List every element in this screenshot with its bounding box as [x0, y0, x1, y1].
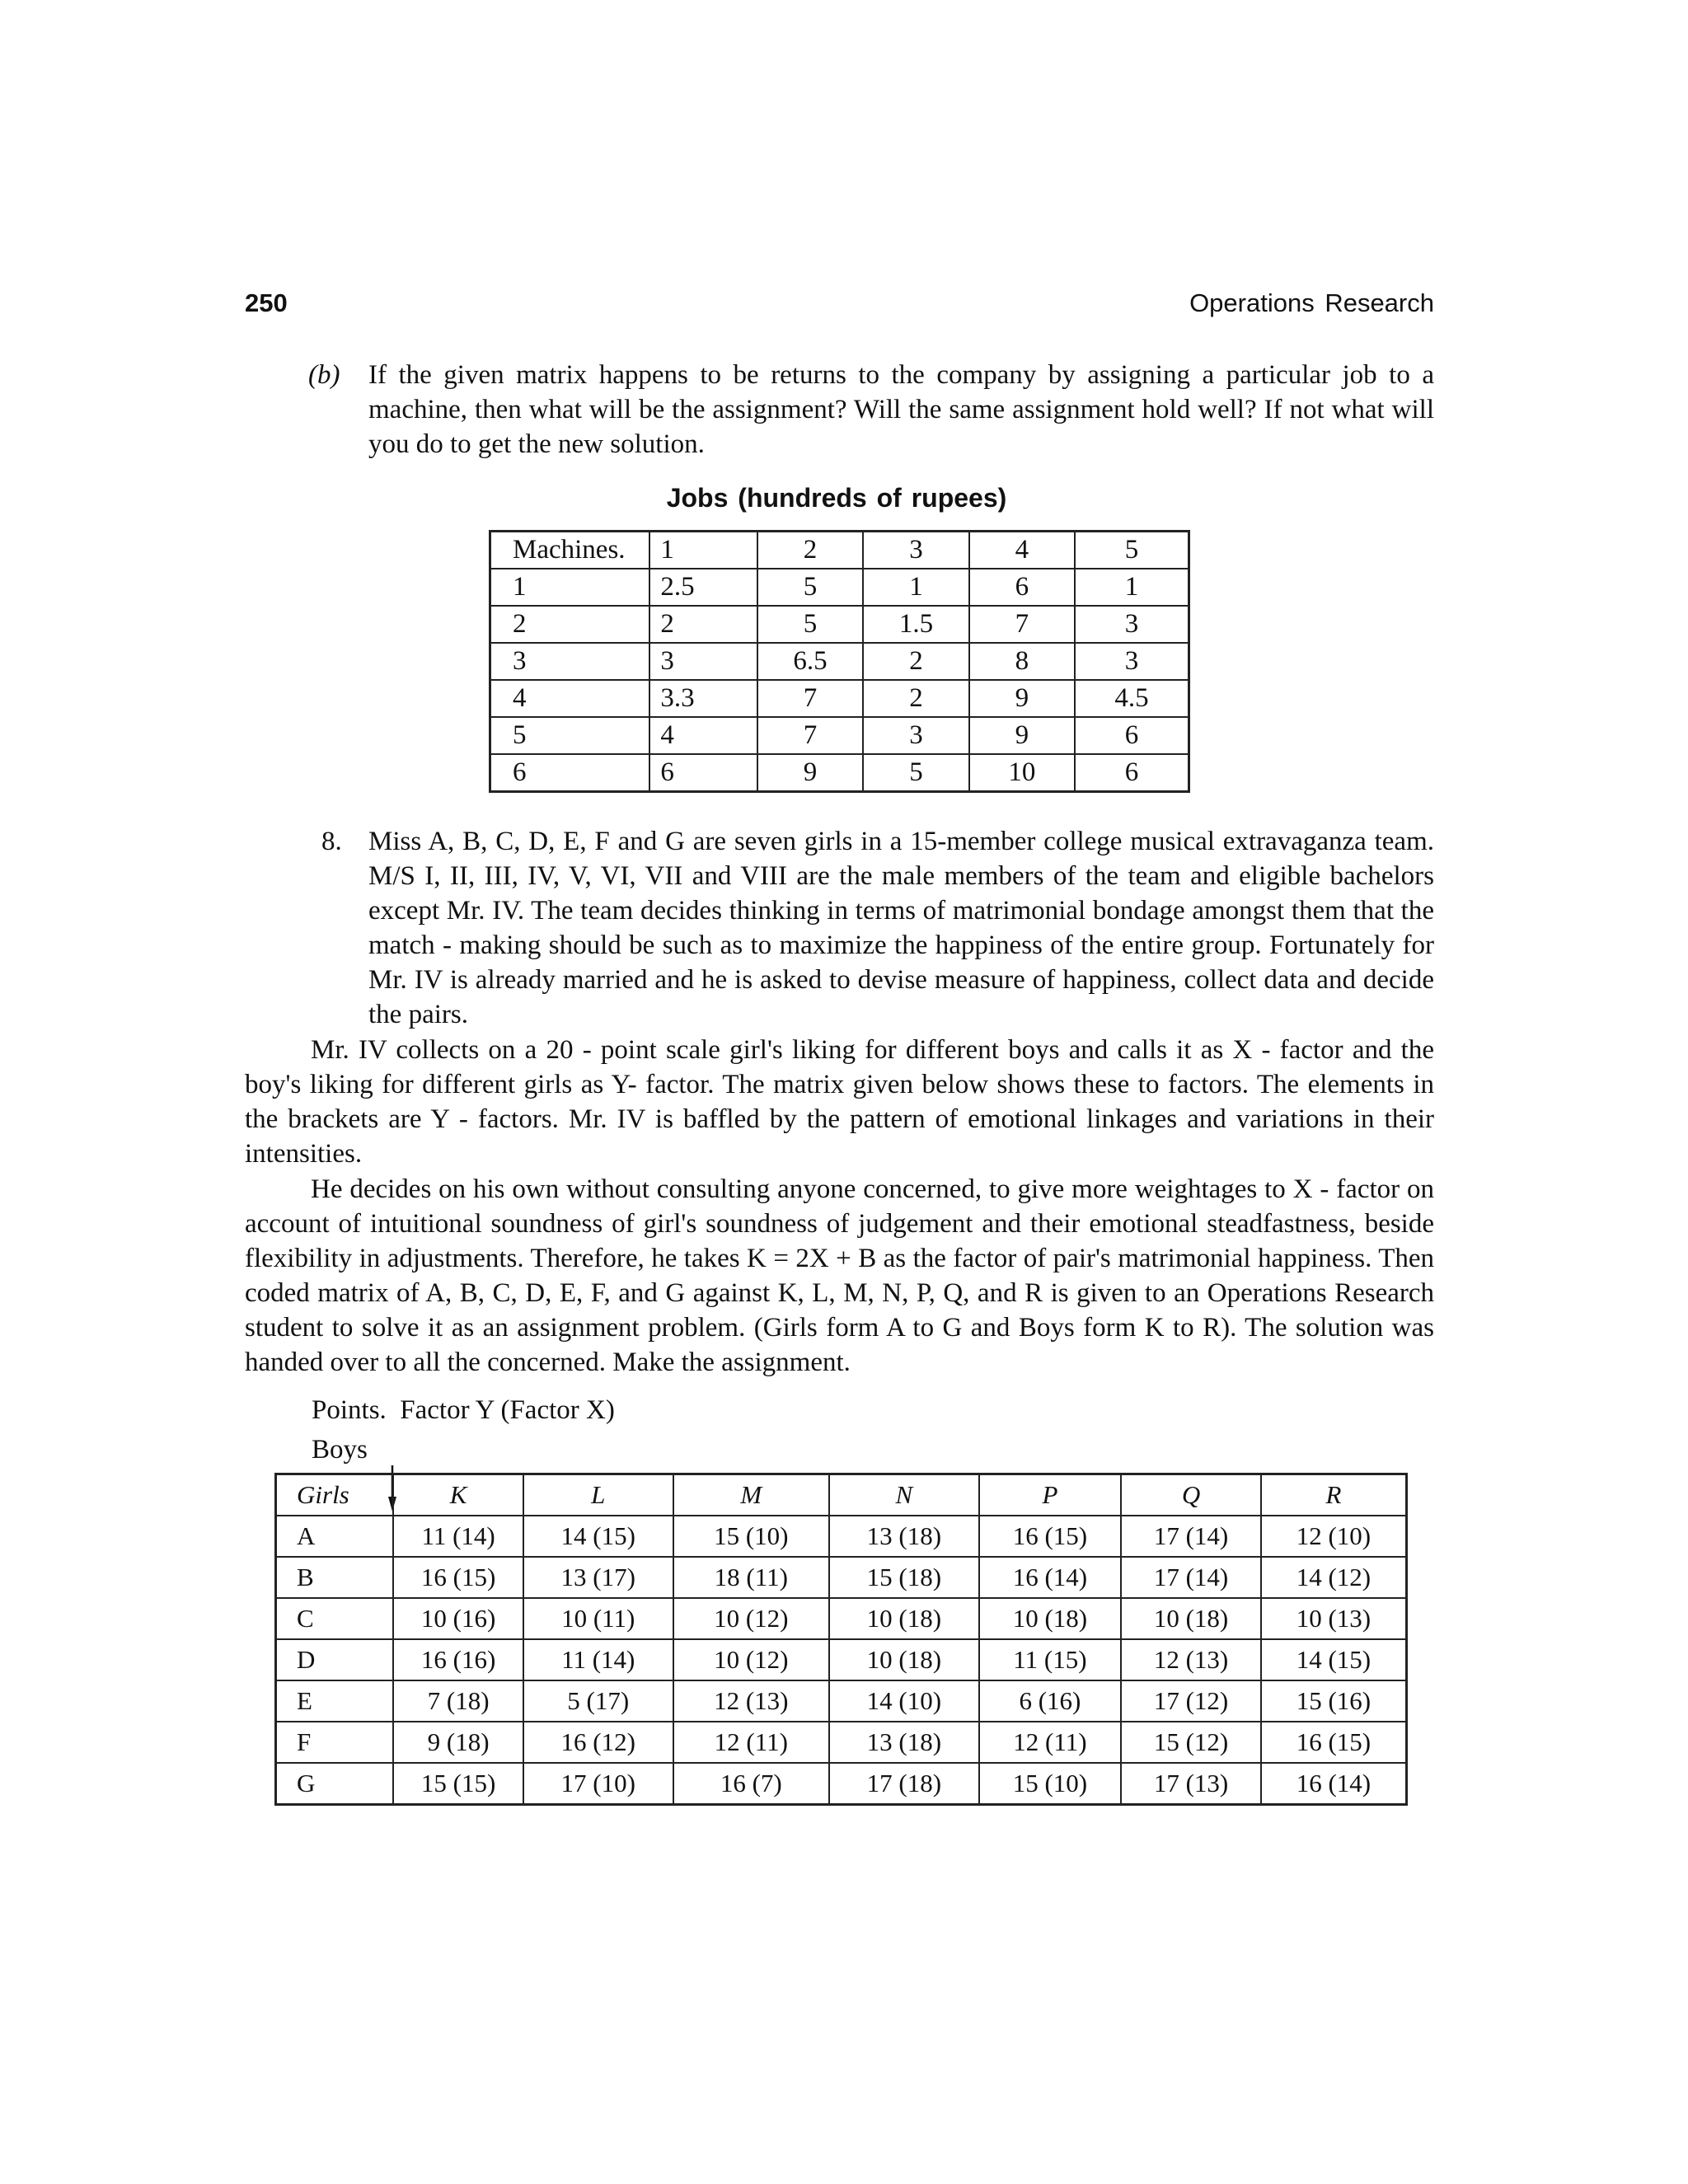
table-cell: 15 (10): [979, 1763, 1122, 1805]
jobs-table: [489, 530, 1190, 793]
row-label: 6: [490, 754, 650, 792]
table-cell: 1: [863, 569, 968, 606]
row-label: A: [276, 1516, 394, 1557]
table-row: [490, 606, 1189, 643]
column-header: 4: [969, 532, 1075, 569]
table-cell: 12 (13): [1121, 1639, 1261, 1680]
row-label: 5: [490, 717, 650, 754]
table-row: [490, 754, 1189, 792]
table-cell: 17 (13): [1121, 1763, 1261, 1805]
table-cell: 7: [757, 680, 863, 717]
table-row: [276, 1680, 1407, 1722]
table-cell: 14 (15): [523, 1516, 673, 1557]
problem-8-number: 8.: [321, 827, 342, 856]
table-header-row: [490, 532, 1189, 569]
row-label: 1: [490, 569, 650, 606]
table-cell: 3.3: [649, 680, 757, 717]
table-cell: 2: [863, 680, 968, 717]
table-cell: 10 (12): [673, 1598, 830, 1639]
table-cell: 17 (10): [523, 1763, 673, 1805]
table-cell: 14 (15): [1261, 1639, 1407, 1680]
table-cell: 11 (14): [523, 1639, 673, 1680]
table-cell: 12 (13): [673, 1680, 830, 1722]
table-cell: 6: [1075, 717, 1189, 754]
table-row: [490, 717, 1189, 754]
table-cell: 10 (12): [673, 1639, 830, 1680]
table-cell: 6: [649, 754, 757, 792]
problem-b-marker: (b): [308, 360, 340, 390]
table-cell: 17 (14): [1121, 1516, 1261, 1557]
column-header: R: [1261, 1474, 1407, 1516]
table-cell: 16 (16): [393, 1639, 523, 1680]
table-cell: 13 (18): [829, 1722, 979, 1763]
table-cell: 10 (11): [523, 1598, 673, 1639]
page-number: 250: [245, 288, 288, 317]
table-cell: 15 (12): [1121, 1722, 1261, 1763]
table-row: [276, 1516, 1407, 1557]
column-header: P: [979, 1474, 1122, 1516]
column-header: K: [393, 1474, 523, 1516]
table-cell: 16 (15): [1261, 1722, 1407, 1763]
points-label: Points. Factor Y (Factor X): [312, 1395, 615, 1425]
table-cell: 10: [969, 754, 1075, 792]
table-cell: 15 (16): [1261, 1680, 1407, 1722]
table-cell: 1: [1075, 569, 1189, 606]
table-header-row: [276, 1474, 1407, 1516]
column-header: Q: [1121, 1474, 1261, 1516]
table-cell: 11 (15): [979, 1639, 1122, 1680]
row-label: D: [276, 1639, 394, 1680]
row-label: F: [276, 1722, 394, 1763]
column-header: 2: [757, 532, 863, 569]
paragraph-x-y-factors: Mr. IV collects on a 20 - point scale girl's liking for different boys and calls it as X - factor and the boy's liking for different girls as Y- factor. The matrix given below shows these to factors. The elements in the brackets are Y - factors. Mr. IV is baffled by the pattern of emotional linkages and variations in their intensities.: [245, 1035, 1434, 1169]
table-cell: 13 (18): [829, 1516, 979, 1557]
row-label: G: [276, 1763, 394, 1805]
table-cell: 10 (18): [829, 1598, 979, 1639]
table-cell: 6: [969, 569, 1075, 606]
row-label: B: [276, 1557, 394, 1598]
table-cell: 9: [969, 717, 1075, 754]
table-row: [490, 569, 1189, 606]
table-cell: 15 (10): [673, 1516, 830, 1557]
table-cell: 9: [757, 754, 863, 792]
table-cell: 9: [969, 680, 1075, 717]
table-cell: 10 (18): [1121, 1598, 1261, 1639]
table-cell: 12 (11): [979, 1722, 1122, 1763]
table-cell: 1.5: [863, 606, 968, 643]
table-cell: 13 (17): [523, 1557, 673, 1598]
table-row: [276, 1763, 1407, 1805]
table-cell: 7: [757, 717, 863, 754]
table-cell: 10 (18): [829, 1639, 979, 1680]
row-label: 2: [490, 606, 650, 643]
table-cell: 14 (10): [829, 1680, 979, 1722]
boys-table: [274, 1473, 1408, 1806]
table-cell: 17 (14): [1121, 1557, 1261, 1598]
table-cell: 3: [1075, 606, 1189, 643]
table-cell: 16 (15): [979, 1516, 1122, 1557]
column-header: 5: [1075, 532, 1189, 569]
table-cell: 3: [863, 717, 968, 754]
table-cell: 14 (12): [1261, 1557, 1407, 1598]
column-header: 3: [863, 532, 968, 569]
row-label: 4: [490, 680, 650, 717]
row-label: E: [276, 1680, 394, 1722]
table-cell: 7 (18): [393, 1680, 523, 1722]
row-label: C: [276, 1598, 394, 1639]
problem-b-text: If the given matrix happens to be returns to the company by assigning a particular job to a machine, then what will be the assignment? Will the same assignment hold well? If not what will you do to get the new solution.: [368, 360, 1434, 459]
column-header: L: [523, 1474, 673, 1516]
table-cell: 10 (13): [1261, 1598, 1407, 1639]
column-header: Machines.: [490, 532, 650, 569]
row-label: 3: [490, 643, 650, 680]
table-cell: 16 (14): [979, 1557, 1122, 1598]
table-cell: 11 (14): [393, 1516, 523, 1557]
table-cell: 17 (18): [829, 1763, 979, 1805]
table-cell: 5 (17): [523, 1680, 673, 1722]
page-header: [245, 288, 1434, 325]
table-cell: 16 (14): [1261, 1763, 1407, 1805]
table-cell: 17 (12): [1121, 1680, 1261, 1722]
table-cell: 4: [649, 717, 757, 754]
table-cell: 4.5: [1075, 680, 1189, 717]
running-head: Operations Research: [1189, 288, 1434, 317]
table-cell: 5: [757, 606, 863, 643]
table-cell: 8: [969, 643, 1075, 680]
column-header: 1: [649, 532, 757, 569]
table-cell: 10 (16): [393, 1598, 523, 1639]
problem-8-text: Miss A, B, C, D, E, F and G are seven girls in a 15-member college musical extravaganza team. M/S I, II, III, IV, V, VI, VII and VIII are the male members of the team and eligible bachelors except Mr. IV. The team decides thinking in terms of matrimonial bondage amongst them that the match - making should be such as to maximize the happiness of the entire group. Fortunately for Mr. IV is already married and he is asked to devise measure of happiness, collect data and decide the pairs.: [368, 827, 1434, 1029]
table-cell: 12 (11): [673, 1722, 830, 1763]
table-cell: 5: [757, 569, 863, 606]
column-header: Girls: [276, 1474, 394, 1516]
table-cell: 10 (18): [979, 1598, 1122, 1639]
table-cell: 3: [1075, 643, 1189, 680]
table-cell: 6: [1075, 754, 1189, 792]
boys-label: Boys: [312, 1435, 368, 1465]
table-cell: 15 (15): [393, 1763, 523, 1805]
table-cell: 16 (15): [393, 1557, 523, 1598]
table-cell: 5: [863, 754, 968, 792]
jobs-table-caption: Jobs (hundreds of rupees): [666, 483, 1007, 513]
table-cell: 2: [863, 643, 968, 680]
paragraph-coded-matrix: He decides on his own without consulting anyone concerned, to give more weightages to X - factor on account of intuitional soundness of girl's soundness of judgement and their emotional steadfastness, beside flexibility in adjustments. Therefore, he takes K = 2X + B as the factor of pair's matrimonial happiness. Then coded matrix of A, B, C, D, E, F, and G against K, L, M, N, P, Q, and R is given to an Operations Research student to solve it as an assignment problem. (Girls form A to G and Boys form K to R). The solution was handed over to all the concerned. Make the assignment.: [245, 1174, 1434, 1377]
column-header: M: [673, 1474, 830, 1516]
table-cell: 15 (18): [829, 1557, 979, 1598]
table-cell: 12 (10): [1261, 1516, 1407, 1557]
table-cell: 2.5: [649, 569, 757, 606]
table-row: [276, 1598, 1407, 1639]
column-header: N: [829, 1474, 979, 1516]
table-row: [276, 1557, 1407, 1598]
table-row: [276, 1722, 1407, 1763]
table-cell: 16 (12): [523, 1722, 673, 1763]
table-cell: 2: [649, 606, 757, 643]
table-cell: 7: [969, 606, 1075, 643]
table-cell: 18 (11): [673, 1557, 830, 1598]
table-cell: 6.5: [757, 643, 863, 680]
table-cell: 16 (7): [673, 1763, 830, 1805]
table-row: [490, 643, 1189, 680]
table-row: [276, 1639, 1407, 1680]
table-cell: 3: [649, 643, 757, 680]
table-row: [490, 680, 1189, 717]
table-cell: 6 (16): [979, 1680, 1122, 1722]
table-cell: 9 (18): [393, 1722, 523, 1763]
